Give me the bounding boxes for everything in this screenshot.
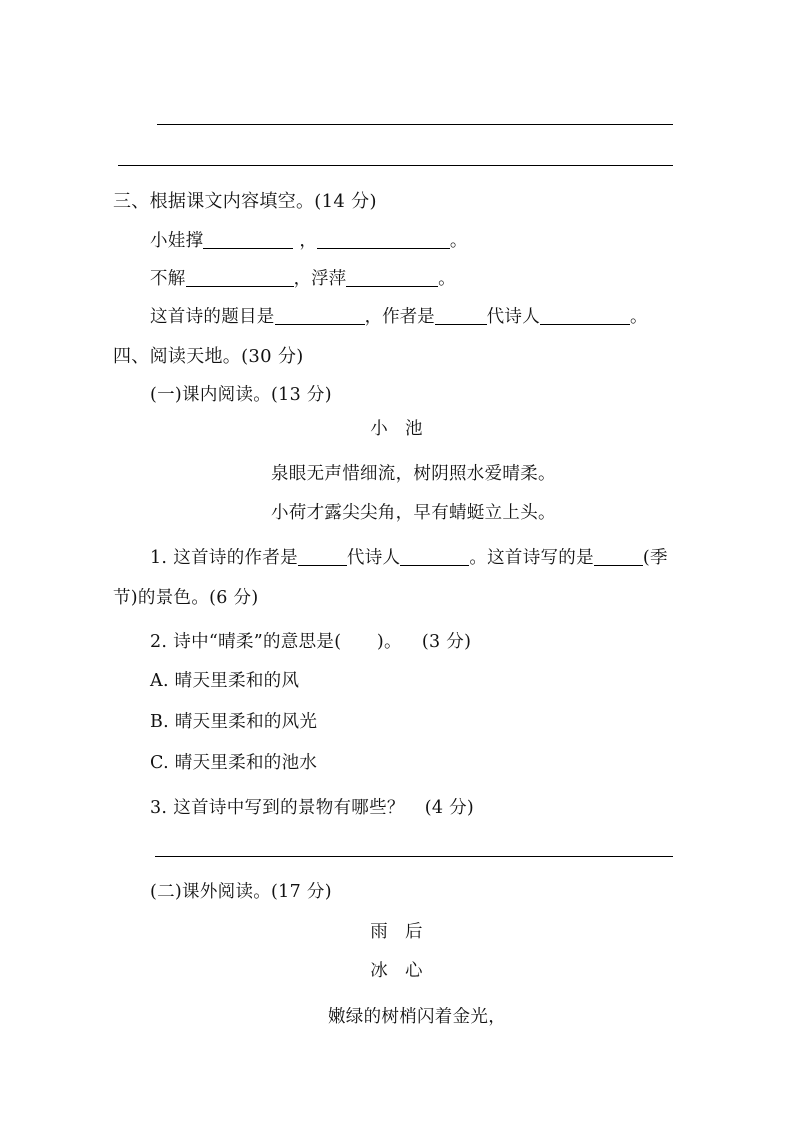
fill-blank[interactable]: [275, 309, 365, 325]
section-three-heading: 三、根据课文内容填空。(14 分): [113, 191, 377, 212]
fill-lead-text: 不解: [150, 269, 186, 289]
fill-punct: ，浮萍: [293, 269, 347, 289]
fill-lead-text: 这首诗的题目是: [150, 307, 275, 327]
fill-text: 代诗人: [486, 307, 541, 327]
option-a[interactable]: A. 晴天里柔和的风: [150, 671, 300, 691]
poem-title-xiaochi: [0, 421, 793, 439]
question-text: 代诗人: [346, 548, 401, 568]
question-score: (3 分): [421, 632, 472, 652]
answer-blank[interactable]: [594, 550, 643, 566]
fill-blank[interactable]: [540, 309, 630, 325]
poem-title-char: 雨: [370, 922, 388, 942]
question-2: [150, 634, 471, 652]
section-four-heading: 四、阅读天地。(30 分): [113, 346, 304, 367]
question-1-wrap: 节)的景色。(6 分): [113, 588, 259, 608]
fill-punct: 。: [449, 231, 468, 251]
fill-blank[interactable]: [346, 271, 438, 287]
poem-line: 嫩绿的树梢闪着金光，: [328, 1007, 506, 1027]
question-3: [150, 800, 474, 818]
fill-punct: 。: [630, 307, 648, 327]
answer-blank[interactable]: [400, 550, 469, 566]
question-text: 这首诗的作者是: [173, 548, 298, 568]
question-score: (4 分): [424, 798, 475, 818]
fill-blank[interactable]: [435, 309, 487, 325]
question-text: 。这首诗写的是: [469, 548, 594, 568]
poem-title-yuhou: [0, 924, 793, 942]
section-three-blank-line-3: [150, 309, 648, 327]
fill-punct: 。: [438, 269, 456, 289]
question-text: 诗中“晴柔”的意思是( )。: [173, 632, 402, 652]
question-1: [150, 550, 668, 568]
section-four-part-one-heading: (一)课内阅读。(13 分): [150, 385, 332, 405]
fill-blank[interactable]: [186, 271, 294, 287]
fill-blank[interactable]: [203, 233, 293, 249]
answer-blank[interactable]: [298, 550, 347, 566]
fill-lead-text: 小娃撑: [150, 231, 204, 251]
answer-rule-2: [118, 165, 673, 166]
poem-title-char: 后: [405, 922, 423, 942]
section-three-blank-line-2: [150, 271, 456, 289]
fill-blank[interactable]: [317, 233, 450, 249]
question-number: 2.: [150, 632, 168, 652]
poem-line: 泉眼无声惜细流，树阴照水爱晴柔。: [271, 464, 556, 484]
option-c[interactable]: C. 晴天里柔和的池水: [150, 753, 318, 773]
fill-punct: ，作者是: [364, 307, 435, 327]
poem-author-char: 心: [405, 961, 423, 981]
answer-rule-1: [157, 124, 673, 125]
section-three-blank-line-1: [150, 233, 467, 251]
poem-line: 小荷才露尖尖角，早有蜻蜓立上头。: [271, 503, 556, 523]
question-number: 1.: [150, 548, 168, 568]
poem-author-char: 冰: [370, 961, 388, 981]
question-number: 3.: [150, 798, 168, 818]
fill-punct: ，: [299, 231, 317, 251]
poem-title-char: 池: [405, 419, 423, 439]
option-b[interactable]: B. 晴天里柔和的风光: [150, 712, 318, 732]
section-four-part-two-heading: (二)课外阅读。(17 分): [150, 882, 332, 902]
question-text: (季: [642, 548, 668, 568]
answer-rule-question-3: [155, 856, 673, 857]
question-text: 这首诗中写到的景物有哪些？: [173, 798, 405, 818]
poem-title-char: 小: [370, 419, 388, 439]
poem-author-bingxin: [0, 963, 793, 981]
